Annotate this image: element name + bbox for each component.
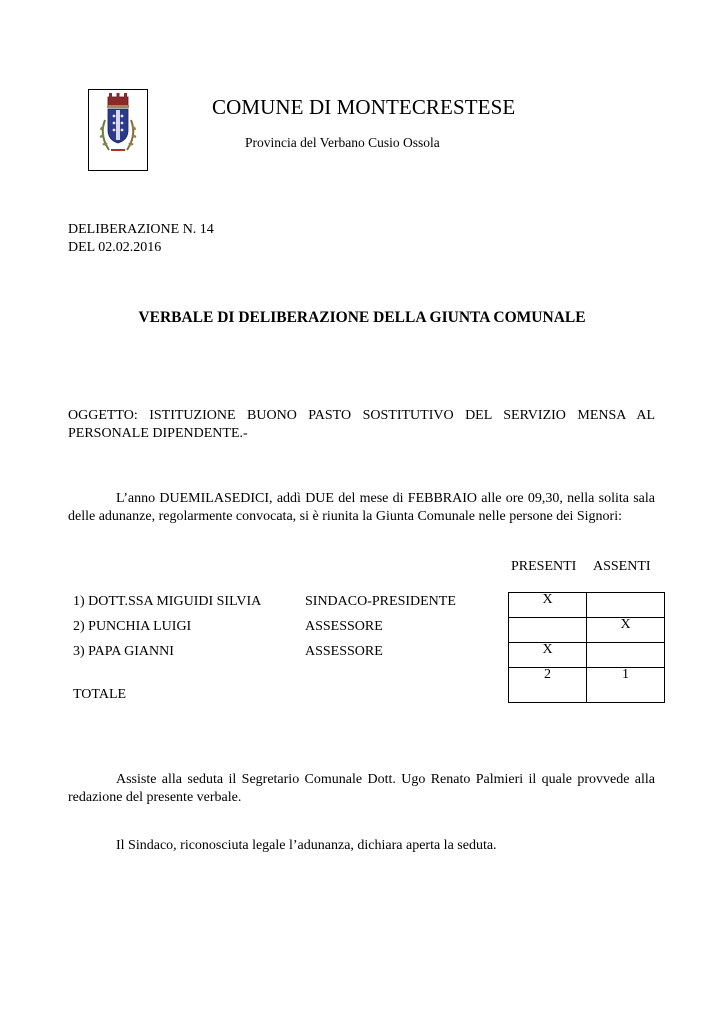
- secretary-paragraph: Assiste alla seduta il Segretario Comunale Dott. Ugo Renato Palmieri il quale provvede alla redazione del presente verbale.: [68, 772, 655, 805]
- municipality-title: COMUNE DI MONTECRESTESE: [212, 95, 516, 119]
- member-role: SINDACO-PRESIDENTE: [305, 594, 456, 609]
- absent-mark: [587, 593, 665, 618]
- member-name: 1) DOTT.SSA MIGUIDI SILVIA: [73, 594, 262, 609]
- document-heading: VERBALE DI DELIBERAZIONE DELLA GIUNTA COMUNALE: [138, 309, 586, 326]
- province-subtitle: Provincia del Verbano Cusio Ossola: [245, 135, 440, 150]
- member-name: 2) PUNCHIA LUIGI: [73, 619, 192, 634]
- col-header-present: PRESENTI: [511, 559, 577, 574]
- closing-paragraph: Il Sindaco, riconosciuta legale l’adunanza, dichiara aperta la seduta.: [116, 838, 497, 853]
- member-role: ASSESSORE: [305, 619, 383, 634]
- deliberation-number: DELIBERAZIONE N. 14: [68, 222, 214, 237]
- table-row: [509, 593, 665, 618]
- present-mark: [509, 618, 587, 643]
- intro-paragraph: L’anno DUEMILASEDICI, addì DUE del mese di FEBBRAIO alle ore 09,30, nella solita sala delle adunanze, regolarmente convocata, si è riunita la Giunta Comunale nelle persone dei Signori:: [68, 491, 655, 524]
- col-header-absent: ASSENTI: [593, 559, 651, 574]
- member-role: ASSESSORE: [305, 644, 383, 659]
- attendance-table: [508, 592, 665, 703]
- total-absent: 1: [587, 668, 665, 703]
- total-present: 2: [509, 668, 587, 703]
- table-row: [509, 643, 665, 668]
- present-mark: X: [509, 643, 587, 668]
- subject-paragraph: OGGETTO: ISTITUZIONE BUONO PASTO SOSTITUTIVO DEL SERVIZIO MENSA AL PERSONALE DIPENDENTE.-: [68, 408, 655, 441]
- absent-mark: [587, 643, 665, 668]
- member-name: 3) PAPA GIANNI: [73, 644, 174, 659]
- table-row: [509, 618, 665, 643]
- municipal-crest-icon: [88, 89, 148, 171]
- absent-mark: X: [587, 618, 665, 643]
- present-mark: X: [509, 593, 587, 618]
- total-label: TOTALE: [73, 687, 127, 702]
- deliberation-date: DEL 02.02.2016: [68, 240, 162, 255]
- table-row-total: [509, 668, 665, 703]
